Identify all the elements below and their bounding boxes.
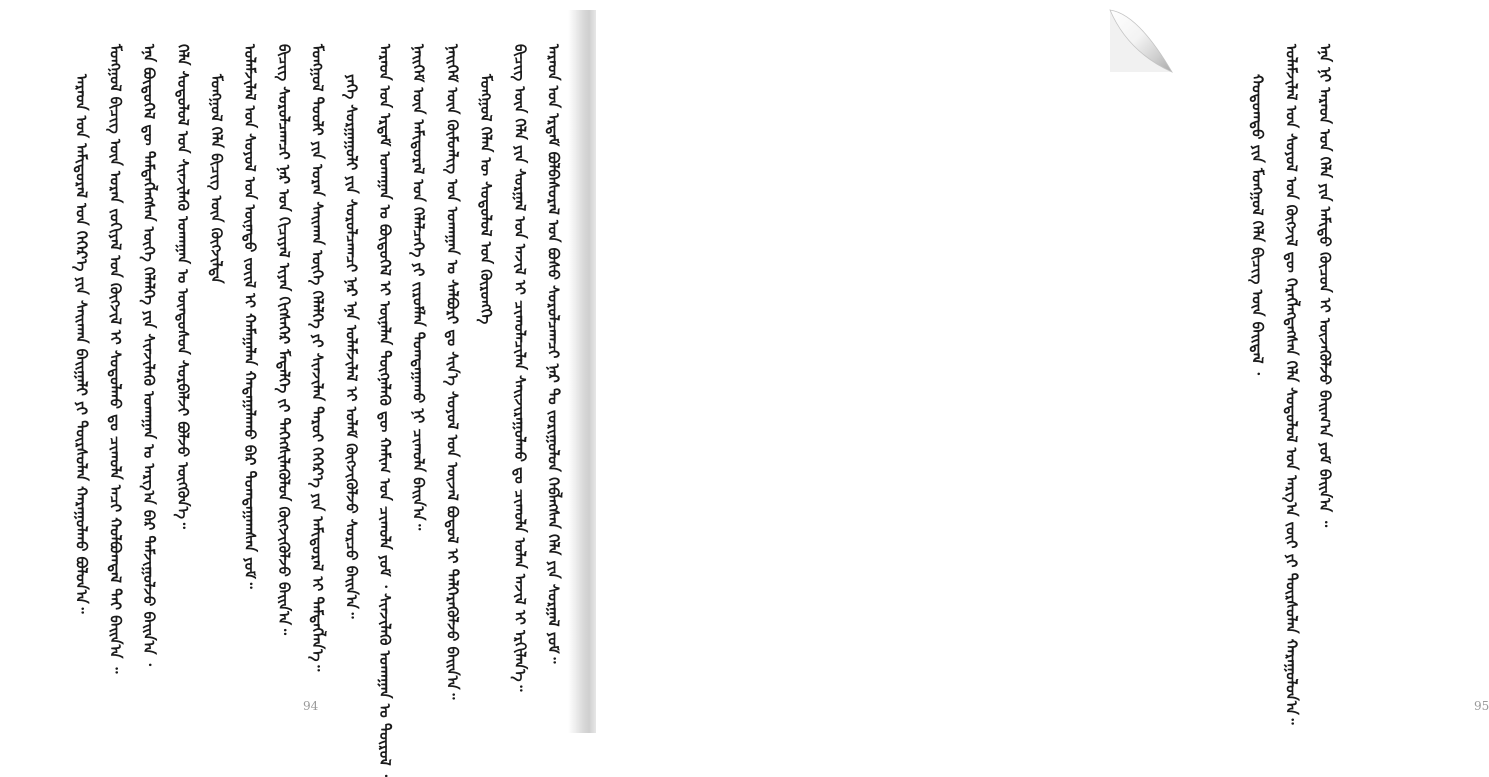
right-page	[596, 0, 1489, 733]
text-line: ᠨᠡᠢᠭᠡᠮ ᠦᠨ ᠠᠮᠢᠳᠤᠷᠠᠯ ᠤᠨ ᠬᠡᠯᠡᠯᠴᠡᠭᠡ ᠶᠢ ᠵᠢᠷᠤᠮᠯᠠᠨ ᠲᠣᠭᠲᠠᠭᠠᠬᠤ ᠨᠢ ᠴᠢᠬᠤᠯᠠ ᠪᠠᠢᠨ᠎ᠠ᠃	[409, 44, 428, 531]
text-line: ᠮᠣᠩᠭᠣᠯ ᠪᠢᠴᠢᠭ ᠦᠨ ᠤᠷᠠᠨ ᠵᠣᠬᠢᠶᠠᠯ ᠤᠨ ᠬᠦᠭᠵᠢᠯ ᠢ ᠰᠤᠳᠤᠯᠬᠤ ᠳᠤ ᠴᠢᠬᠤᠯᠠ ᠠᠴᠢ ᠬᠣᠯᠪᠤᠭᠳᠠᠯ ᠲᠠᠢ ᠪᠠᠢᠨ᠎ᠠ ᠃	[106, 44, 125, 674]
right-page-number: 95	[1474, 699, 1489, 713]
page-curl-icon[interactable]	[1108, 8, 1174, 74]
text-line: ᠡᠨᠡ ᠪᠦᠲᠦᠭᠡᠯ ᠳᠦ ᠲᠡᠮᠳᠡᠭᠯᠡᠭᠰᠡᠨ ᠦᠭᠡ ᠬᠡᠯᠡᠯᠭᠡ ᠶᠢᠨ ᠰᠢᠨᠵᠢᠯᠡᠬᠦ ᠤᠬᠠᠭᠠᠨ ᠤ ᠠᠷᠭ᠎ᠠ ᠪᠠᠷ ᠳᠠᠮᠵᠢᠭᠤᠯᠵᠤ ᠪᠠᠢᠨ᠎ᠠ ᠂	[140, 44, 159, 666]
text-line: ᠬᠣᠳᠣᠭᠳᠤ ᠶᠢᠨ ᠮᠣᠩᠭᠣᠯ ᠬᠡᠯᠡ ᠪᠢᠴᠢᠭ ᠦᠨ ᠪᠠᠢᠳᠠᠯ ᠂	[1248, 74, 1267, 375]
right-page-text	[1240, 44, 1341, 725]
text-line: ᠮᠣᠩᠭᠣᠯ ᠬᠡᠯᠡ ᠪᠢᠴᠢᠭ ᠦᠨ ᠬᠥᠭᠵᠢᠯᠲᠡ	[207, 74, 226, 284]
text-line: ᠮᠣᠩᠭᠣᠯ ᠲᠤᠤᠯᠢ ᠶᠢᠨ ᠤᠷᠠᠨ ᠰᠠᠢᠬᠠᠨ ᠦᠭᠡ ᠬᠡᠯᠡᠯᠭᠡ ᠶᠢ ᠰᠢᠨᠵᠢᠯᠡᠨ ᠳᠠᠷᠤᠢ ᠬᠡᠭᠡᠷ᠎ᠡ ᠶᠢᠨ ᠠᠮᠢᠳᠤᠷᠠᠯ ᠢ ᠲᠡᠮᠳᠡᠭᠯᠡᠨ᠎ᠡ᠃	[308, 44, 327, 672]
text-line: ᠪᠢᠴᠢᠭ ᠰᠤᠷᠤᠯᠴᠠᠭᠴᠢ ᠨᠠᠷ ᠤᠨ ᠬᠢᠴᠢᠶᠡᠯ ᠢᠶᠡᠨ ᠬᠢᠭᠰᠡᠭᠡᠷ ᠮᠡᠳᠡᠯᠭᠡ ᠵᠢ ᠳᠡᠭᠡᠭᠰᠢᠯᠡᠭᠦᠯᠦᠨ ᠬᠥᠭᠵᠢᠭᠦᠯᠵᠦ ᠪᠠᠢᠨ᠎ᠠ᠃	[274, 44, 293, 635]
text-line: ᠪᠢᠴᠢᠭ ᠦᠨ ᠬᠡᠯᠡ ᠶᠢᠨ ᠰᠤᠷᠭᠠᠯ ᠤᠨ ᠠᠵᠢᠯ ᠢ ᠴᠢᠬᠤᠯᠠᠴᠢᠯᠠᠨ ᠰᠠᠢᠵᠢᠷᠠᠭᠤᠯᠬᠤ ᠳᠤ ᠴᠢᠬᠤᠯᠠ ᠣᠯᠠᠨ ᠠᠵᠢᠯ ᠢ ᠡᠷᠬᠢᠯᠡᠨ᠎ᠡ᠃	[510, 44, 529, 692]
text-line: ᠮᠣᠩᠭᠣᠯ ᠬᠡᠯᠡᠨ ᠦ ᠰᠤᠳᠤᠯᠤᠯ ᠤᠨ ᠬᠥᠷᠥᠩᠭᠡ	[477, 74, 496, 325]
text-line: ᠬᠡᠯᠡ ᠰᠤᠳᠤᠯᠤᠯ ᠤᠨ ᠰᠢᠨᠵᠢᠯᠡᠬᠦ ᠤᠬᠠᠭᠠᠨ ᠤ ᠦᠨᠳᠦᠰᠦᠨ ᠰᠤᠷᠪᠠᠯᠵᠢ ᠪᠣᠯᠵᠤ ᠦᠭᠭᠦᠨ᠎ᠡ᠃	[173, 44, 192, 529]
text-line: ᠡᠨᠡ ᠨᠢ ᠠᠷᠠᠳ ᠤᠨ ᠬᠡᠯᠡ ᠶᠢᠨ ᠠᠮᠢᠳᠤ ᠬᠦᠴᠦᠨ ᠢ ᠦᠵᠡᠭᠦᠯᠵᠦ ᠪᠠᠢᠭ᠎ᠠ ᠶᠤᠮ ᠪᠠᠢᠨ᠎ᠠ ᠃	[1316, 44, 1335, 528]
left-page	[0, 0, 575, 777]
left-page-number: 94	[303, 699, 319, 713]
text-line: ᠠᠷᠠᠳ ᠤᠨ ᠠᠮᠢᠳᠤᠷᠠᠯ ᠤᠨ ᠬᠡᠭᠡᠷ᠎ᠡ ᠶᠢᠨ ᠰᠠᠢᠬᠠᠨ ᠪᠠᠢᠭᠠᠯᠢ ᠶᠢ ᠳᠦᠷᠰᠦᠯᠡᠨ ᠬᠠᠷᠠᠭᠤᠯᠬᠤ ᠪᠣᠯᠤᠨ᠎ᠠ᠃	[72, 74, 91, 614]
text-line: ᠤᠯᠠᠮᠵᠢᠯᠠᠯ ᠤᠨ ᠰᠣᠶᠣᠯ ᠤᠨ ᠦᠨᠡᠲᠦ ᠵᠦᠢᠯ ᠢ ᠬᠠᠮᠠᠭᠠᠯᠠᠨ ᠬᠠᠳᠠᠭᠠᠯᠠᠬᠤ ᠪᠠᠷ ᠲᠣᠭᠲᠠᠭᠠᠭᠰᠠᠨ ᠶᠤᠮ᠃	[241, 44, 260, 589]
text-line: ᠤᠯᠠᠮᠵᠢᠯᠠᠯ ᠤᠨ ᠰᠣᠶᠣᠯ ᠤᠨ ᠬᠦᠭᠵᠢᠯ ᠳᠦ ᠬᠡᠷᠡᠭᠯᠡᠭᠳᠡᠭᠰᠡᠨ ᠬᠡᠯᠡ ᠰᠤᠳᠤᠯᠤᠯ ᠤᠨ ᠠᠷᠭ᠎ᠠ ᠵᠦᠢ ᠶᠢ ᠳᠦᠷᠰᠦᠯᠡᠨ ᠬᠠᠷᠠᠭᠤᠯᠤᠨ᠎ᠠ᠃	[1282, 44, 1301, 725]
text-line: ᠶᠡᠬᠡ ᠰᠤᠷᠭᠠᠭᠤᠯᠢ ᠶᠢᠨ ᠰᠤᠷᠤᠯᠴᠠᠭᠴᠢ ᠨᠠᠷ ᠡᠨᠡ ᠤᠯᠠᠮᠵᠢᠯᠠᠯ ᠢ ᠤᠯᠠᠮ ᠬᠥᠭᠵᠢᠭᠦᠯᠵᠦ ᠰᠤᠷᠴᠤ ᠪᠠᠢᠨ᠎ᠠ᠃	[342, 74, 361, 619]
text-line: ᠠᠷᠠᠳ ᠤᠨ ᠡᠷᠳᠡᠮ ᠤᠬᠠᠭᠠᠨ ᠤ ᠪᠦᠲᠦᠭᠡᠯ ᠢ ᠦᠨᠡᠯᠡᠨ ᠳᠦᠭᠨᠡᠯᠡᠬᠦ ᠳᠦ ᠬᠠᠮᠢᠭ ᠤᠨ ᠴᠢᠬᠤᠯᠠ ᠶᠤᠮ ᠂ ᠰᠢᠨᠵᠢᠯᠡᠬᠦ ᠤᠬᠠᠭᠠᠨ ᠤ ᠲᠦᠷᠦᠯ ᠂	[376, 44, 395, 777]
text-line: ᠠᠷᠠᠳ ᠤᠨ ᠡᠷᠳᠡᠮ ᠪᠣᠯᠪᠠᠰᠤᠷᠠᠯ ᠤᠨ ᠪᠤᠰᠤ ᠰᠤᠷᠤᠯᠴᠠᠭᠴᠢ ᠨᠠᠷ ᠲᠤ ᠵᠣᠷᠢᠭᠤᠯᠤᠨ ᠬᠡᠪᠯᠡᠭᠰᠡᠨ ᠬᠡᠯᠡ ᠶᠢᠨ ᠰᠤᠷᠭᠠᠯ ᠶᠤᠮ᠃	[544, 44, 563, 664]
text-line: ᠨᠡᠢᠭᠡᠮ ᠦᠨ ᠬᠦᠮᠦᠨᠯᠢᠭ ᠤᠨ ᠤᠬᠠᠭᠠᠨ ᠤ ᠰᠠᠯᠪᠤᠷᠢ ᠳᠤ ᠰᠢᠨ᠎ᠡ ᠰᠣᠶᠣᠯ ᠤᠨ ᠦᠵᠡᠯ ᠪᠣᠳᠤᠯ ᠢ ᠳᠡᠯᠭᠡᠷᠡᠭᠦᠯᠵᠦ ᠪᠠᠢᠨ᠎ᠠ᠃	[443, 44, 462, 700]
